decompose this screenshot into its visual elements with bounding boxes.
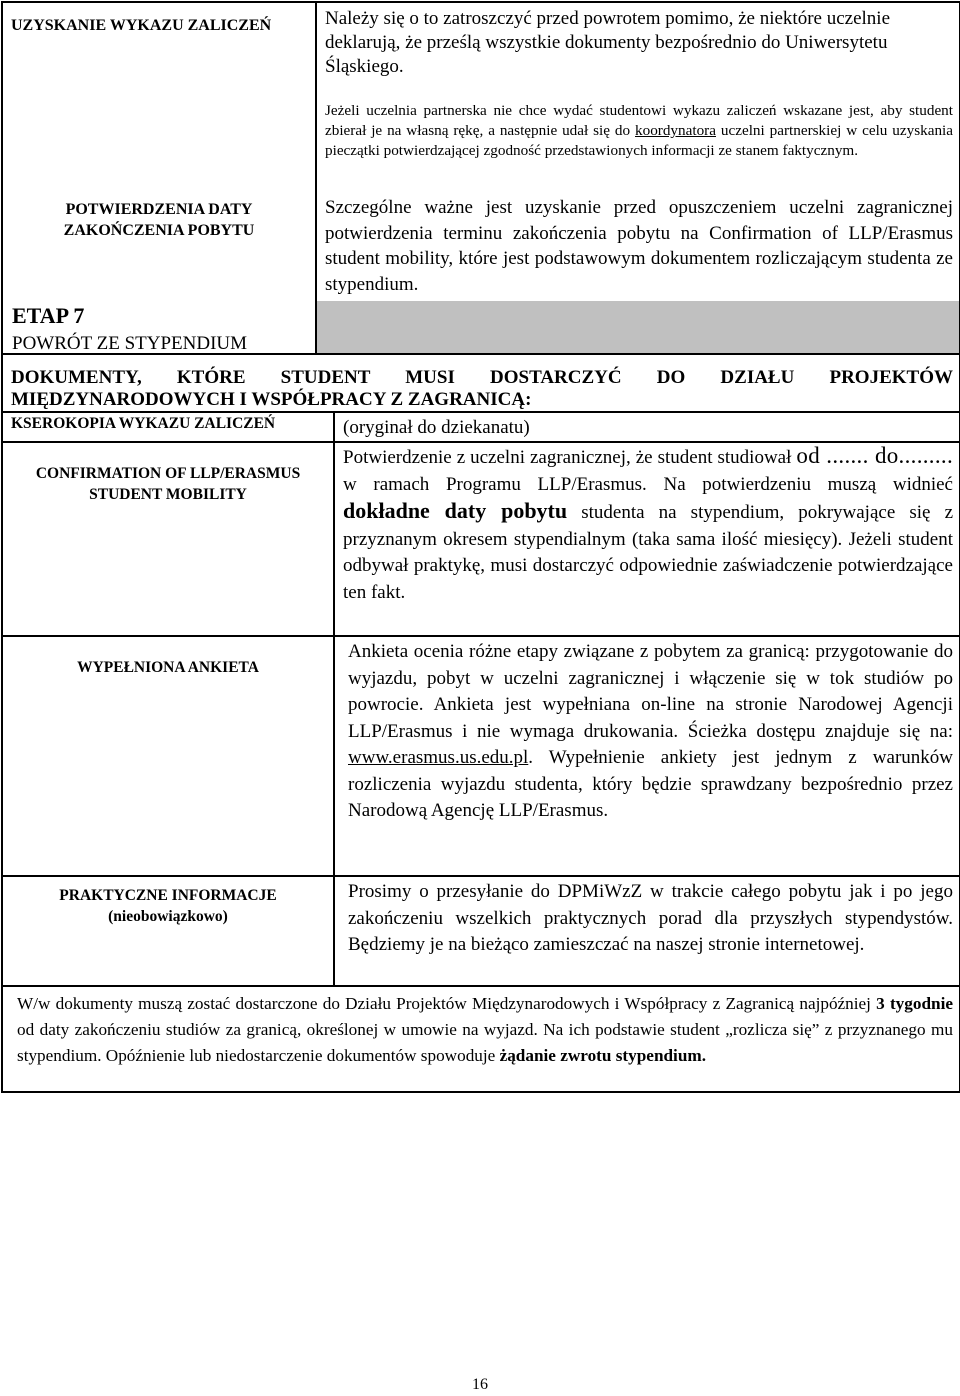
erasmus-link[interactable]: www.erasmus.us.edu.pl (348, 747, 529, 768)
documents-heading: DOKUMENTY, KTÓRE STUDENT MUSI DOSTARCZYĆ DO DZIAŁU PROJEKTÓW MIĘDZYNARODOWYCH I WSPÓŁPRACY Z ZAGRANICĄ: (11, 367, 953, 410)
deadline-weeks: 3 tygodnie (876, 994, 953, 1013)
survey-description (348, 639, 953, 825)
label-praktyczne (3, 885, 333, 927)
label-wykaz-zaliczen: UZYSKANIE WYKAZU ZALICZEŃ (11, 17, 272, 34)
stage-number: ETAP 7 (12, 303, 85, 328)
label-kserokopia: KSEROKOPIA WYKAZU ZALICZEŃ (11, 415, 276, 432)
label-potw-line1: POTWIERDZENIA DATY (65, 201, 253, 218)
stage-label-column (3, 3, 317, 353)
coordinator-link[interactable]: koordynatora (635, 121, 716, 139)
page-number: 16 (472, 1376, 488, 1393)
divider (3, 875, 959, 877)
exact-dates-emphasis: dokładne daty pobytu (343, 498, 568, 523)
deadline-text-2: od daty zakończeniu studiów za granicą, określonej w umowie na wyjazd. Na ich podstawie student „rozlicza się” z przyznanego mu stypendium. Opóźnienie lub niedostarczenie dokumentów spowoduje (17, 1019, 953, 1065)
intro-paragraph: Należy się o to zatroszczyć przed powrotem pomimo, że niektóre uczelnie deklarują, że prześlą wszystkie dokumenty bezpośrednio do Uniwersytetu Śląskiego. (325, 8, 891, 77)
label-confirmation-line2: STUDENT MOBILITY (89, 486, 247, 503)
label-ankieta: WYPEŁNIONA ANKIETA (77, 659, 259, 676)
label-potwierdzenie-daty (3, 199, 315, 241)
kserokopia-note: (oryginał do dziekanatu) (343, 417, 530, 438)
label-confirmation (3, 463, 333, 505)
coordinator-paragraph (325, 101, 953, 160)
documents-section (3, 413, 959, 985)
label-potw-line2: ZAKOŃCZENIA POBYTU (63, 222, 255, 239)
confirmation-text-1: Potwierdzenie z uczelni zagranicznej, że student studiował (343, 447, 792, 468)
stage-title: POWRÓT ZE STYPENDIUM (12, 333, 248, 354)
divider (3, 635, 959, 637)
grey-shading (317, 301, 959, 353)
confirmation-paragraph: Szczególne ważne jest uzyskanie przed opuszczeniem uczelni zagranicznej potwierdzenia terminu zakończenia pobytu na Confirmation of LLP/Erasmus student mobility, które jest podstawowym dokumentem rozliczającym studenta ze stypendium. (325, 197, 953, 295)
practical-info-description: Prosimy o przesyłanie do DPMiWzZ w trakcie całego pobytu jak i po jego zakończeniu wszelkich praktycznych porad dla przyszłych stypendystów. Będziemy je na bieżąco zamieszczać na naszej stronie internetowej. (348, 881, 953, 955)
deadline-note (17, 991, 953, 1068)
survey-text-2: . Wypełnienie ankiety jest jednym z warunków rozliczenia wyjazdu studenta, który będzie sprawdzany bezpośrednio przez Narodową Agencję LLP/Erasmus. (348, 747, 953, 821)
label-praktyczne-line2: (nieobowiązkowo) (108, 908, 228, 925)
refund-warning: żądanie zwrotu stypendium. (499, 1045, 707, 1065)
label-praktyczne-line1: PRAKTYCZNE INFORMACJE (59, 887, 277, 904)
coordinator-text-after: uczelni partnerskiej w celu uzyskania pieczątki potwierdzającej zgodność przedstawionych informacji ze stanem faktycznym. (325, 121, 954, 159)
label-confirmation-line1: CONFIRMATION OF LLP/ERASMUS (35, 465, 301, 482)
confirmation-text-2: w ramach Programu LLP/Erasmus. Na potwierdzeniu muszą widnieć (343, 473, 953, 495)
divider (3, 353, 959, 355)
survey-text-1: Ankieta ocenia różne etapy związane z pobytem za granicą: przygotowanie do wyjazdu, pobyt w uczelni zagranicznej i włączenie się w tok studiów po powrocie. Ankieta jest wypełniana on-line na stronie Narodowej Agencji LLP/Erasmus i nie wymaga drukowania. Ścieżka dostępu znajduje się na: (348, 641, 953, 742)
document-table (1, 1, 960, 1093)
date-range-placeholder: od ....... do......... (796, 443, 954, 468)
divider (3, 985, 959, 987)
coordinator-text-before: Jeżeli uczelnia partnerska nie chce wydać studentowi wykazu zaliczeń wskazane jest, aby student zbierał je na własną rękę, a następnie udał się do (325, 102, 953, 139)
confirmation-description (343, 443, 953, 606)
confirmation-text-3: studenta na stypendium, pokrywające się z przyznanym okresem stypendialnym (taka sama ilość miesięcy). Jeżeli student odbywał praktykę, musi dostarczyć odpowiednie zaświadczenie potwierdzające ten fakt. (343, 502, 953, 603)
deadline-text-1: W/w dokumenty muszą zostać dostarczone do Działu Projektów Międzynarodowych i Współpracy z Zagranicą najpóźniej (17, 994, 877, 1013)
stage-section (3, 3, 959, 353)
